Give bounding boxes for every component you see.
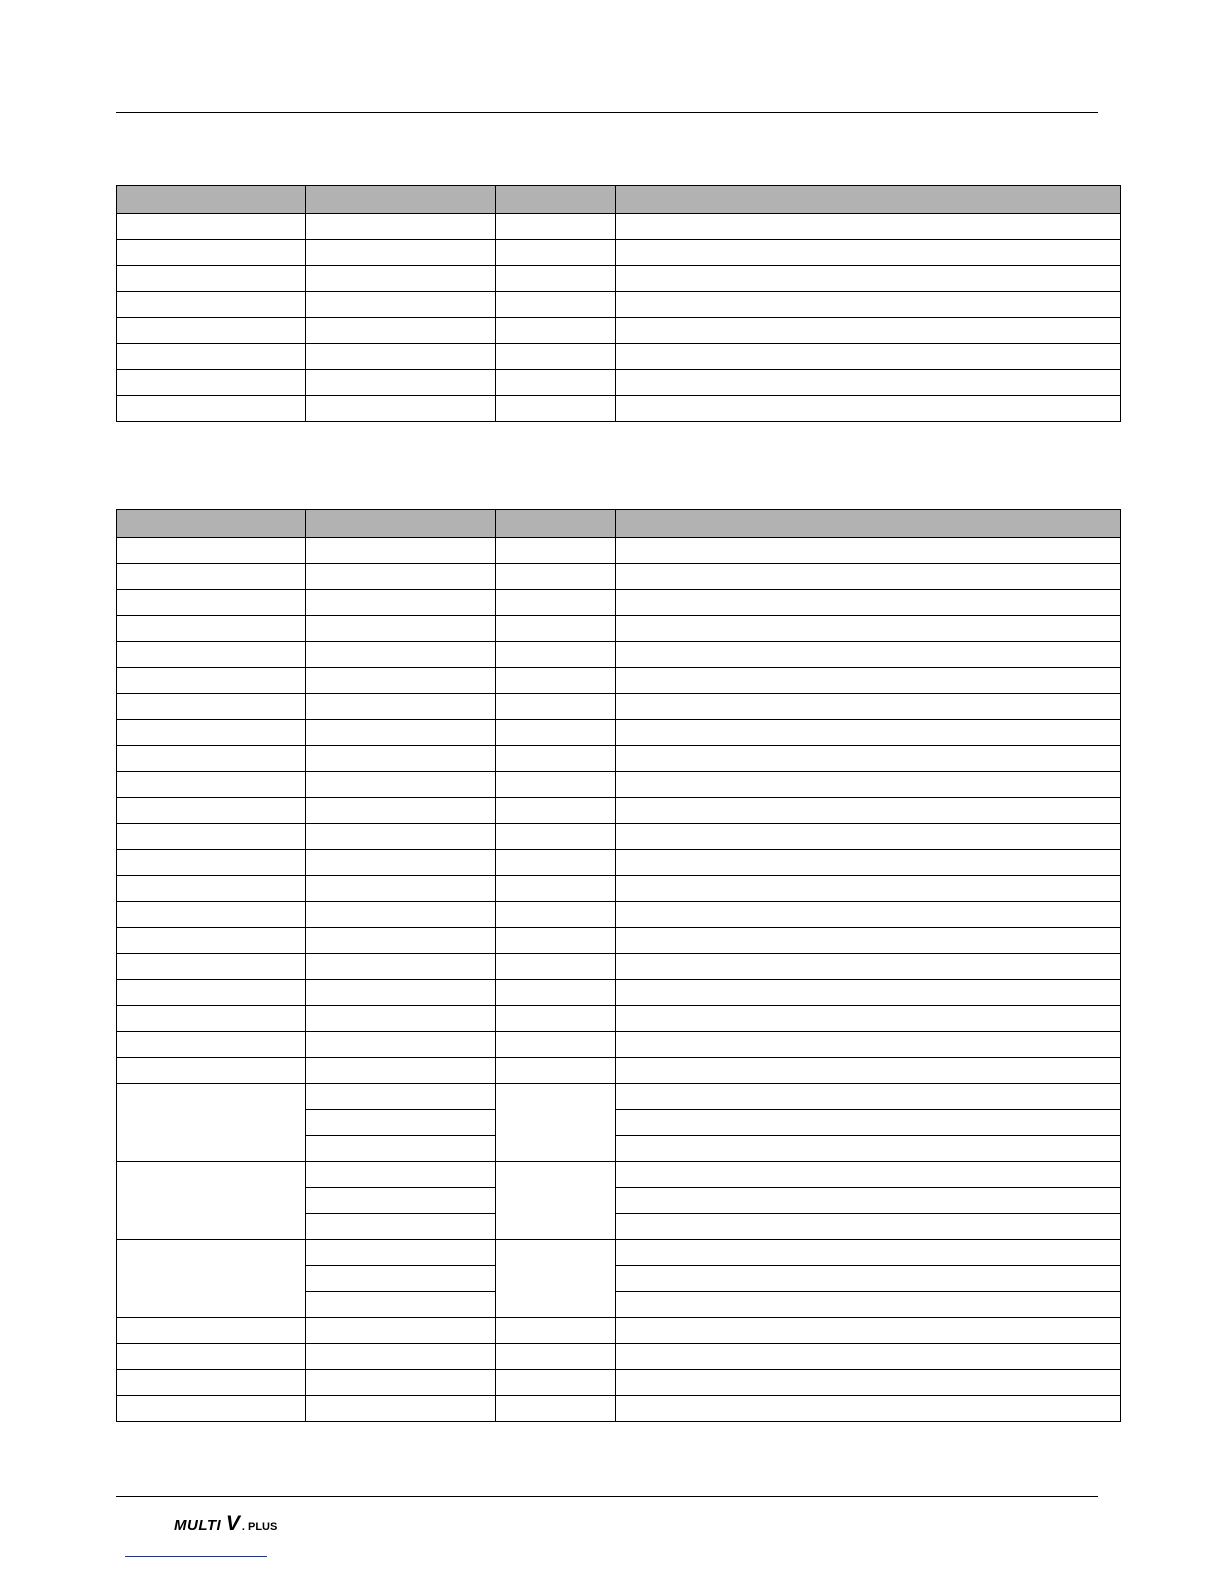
- table-cell: [117, 928, 306, 954]
- table-cell: [117, 1240, 306, 1318]
- table-cell: [306, 1318, 496, 1344]
- header-cell: [616, 186, 1121, 214]
- table-header-row: [117, 186, 1121, 214]
- table-cell: [117, 1058, 306, 1084]
- header-cell: [306, 186, 496, 214]
- table-cell: [496, 564, 616, 590]
- table-cell: [496, 1370, 616, 1396]
- table-row: [117, 1058, 1121, 1084]
- table-cell: [496, 772, 616, 798]
- table-cell: [306, 928, 496, 954]
- table-cell: [306, 590, 496, 616]
- table-cell: [117, 772, 306, 798]
- table-cell: [117, 1396, 306, 1422]
- table-cell: [496, 1006, 616, 1032]
- table-cell: [306, 746, 496, 772]
- table-cell: [496, 292, 616, 318]
- table-cell: [306, 772, 496, 798]
- table-cell: [496, 590, 616, 616]
- table-cell: [616, 1370, 1121, 1396]
- table-cell: [616, 1162, 1121, 1188]
- table-cell: [306, 1006, 496, 1032]
- table-cell: [306, 1344, 496, 1370]
- table-cell: [306, 1188, 496, 1214]
- table-cell: [496, 798, 616, 824]
- table-cell: [306, 564, 496, 590]
- table-cell: [616, 1214, 1121, 1240]
- table-cell: [616, 396, 1121, 422]
- table-cell: [117, 980, 306, 1006]
- table-cell: [117, 292, 306, 318]
- table-cell: [496, 344, 616, 370]
- table-row: [117, 824, 1121, 850]
- logo-v: V: [225, 1512, 240, 1535]
- header-rule: [116, 112, 1098, 113]
- table-row: [117, 772, 1121, 798]
- table-cell: [616, 954, 1121, 980]
- table-cell: [616, 538, 1121, 564]
- table-cell: [616, 1006, 1121, 1032]
- table-cell: [616, 746, 1121, 772]
- table-cell: [496, 642, 616, 668]
- table-cell: [306, 1162, 496, 1188]
- table-cell: [306, 240, 496, 266]
- table-cell: [616, 344, 1121, 370]
- table-cell: [306, 1110, 496, 1136]
- table-row: [117, 1396, 1121, 1422]
- table-row-group: [117, 1084, 1121, 1110]
- header-cell: [616, 510, 1121, 538]
- table-cell: [117, 214, 306, 240]
- table-cell: [306, 1266, 496, 1292]
- table-cell: [117, 1162, 306, 1240]
- table-cell: [117, 798, 306, 824]
- table-cell: [306, 876, 496, 902]
- table-cell: [117, 1032, 306, 1058]
- table-cell: [496, 1162, 616, 1240]
- table-cell: [616, 980, 1121, 1006]
- table-cell: [496, 1396, 616, 1422]
- table-cell: [306, 902, 496, 928]
- table-cell: [117, 902, 306, 928]
- table-cell: [306, 1396, 496, 1422]
- table-row: [117, 590, 1121, 616]
- table-cell: [306, 1058, 496, 1084]
- table-row: [117, 850, 1121, 876]
- table-row: [117, 954, 1121, 980]
- table-cell: [117, 1084, 306, 1162]
- table-row: [117, 642, 1121, 668]
- table-cell: [496, 214, 616, 240]
- table-cell: [117, 616, 306, 642]
- table-cell: [616, 214, 1121, 240]
- table-cell: [616, 318, 1121, 344]
- logo-brand: MULTI: [174, 1517, 226, 1534]
- footer-link-underline[interactable]: [125, 1556, 267, 1557]
- table-cell: [117, 370, 306, 396]
- logo-suffix: . PLUS: [241, 1521, 278, 1533]
- table-row: [117, 1006, 1121, 1032]
- table-cell: [616, 720, 1121, 746]
- table-cell: [117, 876, 306, 902]
- table-cell: [117, 240, 306, 266]
- table-cell: [496, 1240, 616, 1318]
- table-cell: [306, 642, 496, 668]
- table-row: [117, 798, 1121, 824]
- table-cell: [306, 1214, 496, 1240]
- table-cell: [616, 1188, 1121, 1214]
- table-cell: [616, 1032, 1121, 1058]
- table-cell: [496, 538, 616, 564]
- table-cell: [306, 824, 496, 850]
- table-cell: [306, 720, 496, 746]
- table-row: [117, 668, 1121, 694]
- table-cell: [496, 720, 616, 746]
- table-cell: [117, 720, 306, 746]
- table-cell: [117, 850, 306, 876]
- table-row: [117, 1370, 1121, 1396]
- table-cell: [117, 590, 306, 616]
- table-cell: [306, 694, 496, 720]
- table-cell: [306, 344, 496, 370]
- table-header-row: [117, 510, 1121, 538]
- table-cell: [306, 214, 496, 240]
- spec-table-1: [116, 185, 1121, 422]
- table-cell: [496, 824, 616, 850]
- table-cell: [496, 1032, 616, 1058]
- table-cell: [306, 318, 496, 344]
- table-cell: [496, 980, 616, 1006]
- table-cell: [496, 954, 616, 980]
- table-cell: [306, 266, 496, 292]
- table-cell: [306, 954, 496, 980]
- table-cell: [117, 538, 306, 564]
- table-cell: [616, 564, 1121, 590]
- table-cell: [496, 902, 616, 928]
- table-cell: [496, 850, 616, 876]
- table-cell: [117, 266, 306, 292]
- table-row: [117, 344, 1121, 370]
- table-cell: [616, 616, 1121, 642]
- table-row: [117, 928, 1121, 954]
- table-cell: [496, 1058, 616, 1084]
- table-cell: [117, 564, 306, 590]
- header-cell: [117, 510, 306, 538]
- table-row: [117, 292, 1121, 318]
- table-cell: [306, 668, 496, 694]
- table-cell: [616, 590, 1121, 616]
- table-cell: [306, 1084, 496, 1110]
- table-cell: [117, 344, 306, 370]
- multi-v-plus-logo: [174, 1512, 277, 1536]
- table-cell: [616, 876, 1121, 902]
- table-cell: [496, 616, 616, 642]
- table-cell: [616, 772, 1121, 798]
- table-cell: [616, 798, 1121, 824]
- table-row: [117, 694, 1121, 720]
- table-row: [117, 1032, 1121, 1058]
- table-cell: [616, 370, 1121, 396]
- table-cell: [496, 370, 616, 396]
- table-cell: [306, 1032, 496, 1058]
- table-cell: [616, 1240, 1121, 1266]
- table-cell: [117, 396, 306, 422]
- table-cell: [616, 1344, 1121, 1370]
- table-row: [117, 1318, 1121, 1344]
- table-cell: [616, 266, 1121, 292]
- table-cell: [616, 1136, 1121, 1162]
- table-cell: [616, 902, 1121, 928]
- table-cell: [616, 850, 1121, 876]
- table-cell: [496, 876, 616, 902]
- table-row: [117, 902, 1121, 928]
- header-cell: [496, 186, 616, 214]
- table-cell: [117, 1006, 306, 1032]
- table-cell: [496, 1084, 616, 1162]
- table-cell: [616, 694, 1121, 720]
- table-cell: [616, 1058, 1121, 1084]
- table-cell: [616, 240, 1121, 266]
- table-cell: [306, 850, 496, 876]
- table-row-group: [117, 1162, 1121, 1188]
- table-cell: [117, 642, 306, 668]
- table-cell: [306, 980, 496, 1006]
- table-row: [117, 214, 1121, 240]
- table-row: [117, 876, 1121, 902]
- table-cell: [496, 1318, 616, 1344]
- spec-table-2: [116, 509, 1121, 1422]
- table-row: [117, 746, 1121, 772]
- header-cell: [496, 510, 616, 538]
- table-cell: [616, 1084, 1121, 1110]
- table-cell: [616, 1292, 1121, 1318]
- table-cell: [496, 1344, 616, 1370]
- table-cell: [616, 1318, 1121, 1344]
- table-cell: [117, 824, 306, 850]
- table-cell: [306, 538, 496, 564]
- table-row: [117, 1344, 1121, 1370]
- table-cell: [117, 668, 306, 694]
- table-cell: [117, 318, 306, 344]
- table-row: [117, 980, 1121, 1006]
- table-cell: [306, 616, 496, 642]
- table-cell: [496, 928, 616, 954]
- table-cell: [306, 1292, 496, 1318]
- table-row: [117, 266, 1121, 292]
- table-cell: [616, 824, 1121, 850]
- table-cell: [117, 1370, 306, 1396]
- table-cell: [117, 1344, 306, 1370]
- table-row: [117, 616, 1121, 642]
- table-cell: [496, 318, 616, 344]
- table-row: [117, 564, 1121, 590]
- table-cell: [496, 266, 616, 292]
- table-cell: [306, 798, 496, 824]
- table-cell: [616, 292, 1121, 318]
- table-cell: [306, 1370, 496, 1396]
- table-cell: [117, 1318, 306, 1344]
- table-cell: [616, 1110, 1121, 1136]
- table-cell: [616, 642, 1121, 668]
- table-row: [117, 396, 1121, 422]
- table-cell: [496, 746, 616, 772]
- header-cell: [306, 510, 496, 538]
- table-cell: [306, 1136, 496, 1162]
- footer-rule: [116, 1496, 1098, 1497]
- table-cell: [616, 668, 1121, 694]
- table-cell: [496, 396, 616, 422]
- table-row: [117, 720, 1121, 746]
- table-cell: [117, 954, 306, 980]
- table-row: [117, 538, 1121, 564]
- header-cell: [117, 186, 306, 214]
- table-cell: [496, 240, 616, 266]
- table-row: [117, 318, 1121, 344]
- table-cell: [496, 694, 616, 720]
- table-cell: [616, 928, 1121, 954]
- table-cell: [306, 396, 496, 422]
- table-row: [117, 370, 1121, 396]
- table-row-group: [117, 1240, 1121, 1266]
- table-cell: [117, 694, 306, 720]
- table-cell: [616, 1396, 1121, 1422]
- table-row: [117, 240, 1121, 266]
- table-cell: [496, 668, 616, 694]
- table-cell: [616, 1266, 1121, 1292]
- table-cell: [306, 370, 496, 396]
- table-cell: [306, 1240, 496, 1266]
- table-cell: [117, 746, 306, 772]
- table-cell: [306, 292, 496, 318]
